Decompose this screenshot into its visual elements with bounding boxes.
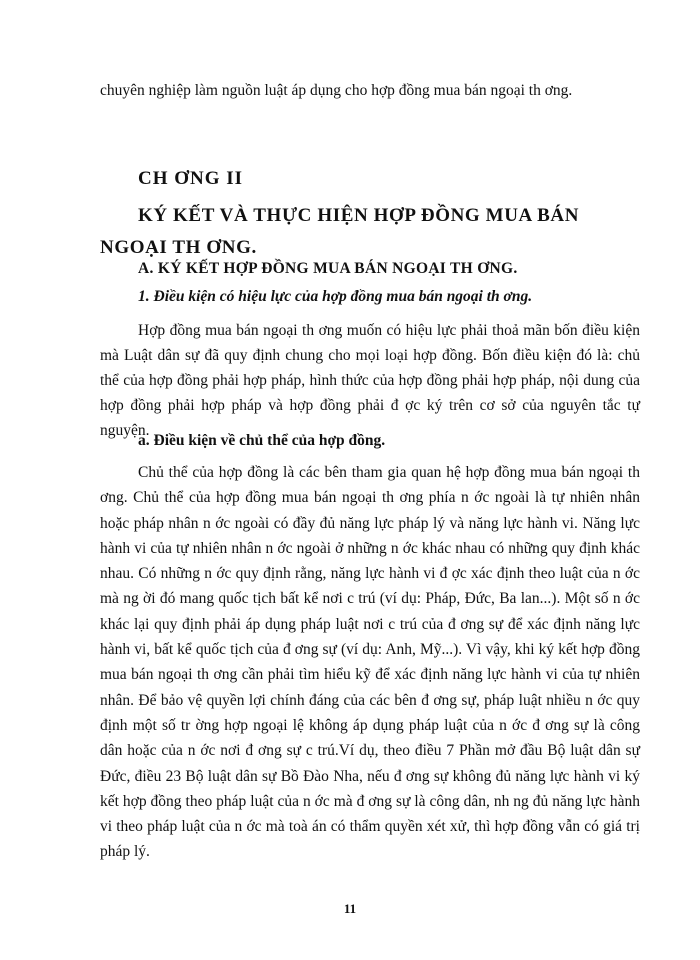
body-paragraph-1: Hợp đồng mua bán ngoại th ơng muốn có hiệu lực phải thoả mãn bốn điều kiện mà Luật dân sự đã quy định chung cho mọi loại hợp đồng. Bốn điều kiện đó là: chủ thể của hợp đồng phải hợp pháp, hình thức của hợp đồng phải hợp pháp, nội dung của hợp đồng phải hợp pháp và hợp đồng phải đ ợc ký trên cơ sở của nguyên tắc tự nguyện.: [100, 322, 640, 439]
page-number: 11: [343, 901, 357, 916]
subsection-1-heading: 1. Điều kiện có hiệu lực của hợp đồng mua bán ngoại th ơng.: [138, 288, 533, 305]
section-a-heading: A. KÝ KẾT HỢP ĐỒNG MUA BÁN NGOẠI TH ƠNG.: [138, 260, 518, 277]
chapter-number: CH ƠNG II: [138, 168, 244, 189]
intro-paragraph: chuyên nghiệp làm nguồn luật áp dụng cho hợp đồng mua bán ngoại th ơng.: [100, 82, 573, 99]
body-paragraph-2: Chủ thể của hợp đồng là các bên tham gia quan hệ hợp đồng mua bán ngoại th ơng. Chủ thể của hợp đồng mua bán ngoại th ơng phía n ớc ngoài là tự nhiên nhân hoặc pháp nhân n ớc ngoài có đầy đủ năng lực pháp lý và năng lực hành vi. Năng lực hành vi của tự nhiên nhân n ớc ngoài ở những n ớc khác nhau có những quy định khác nhau. Có những n ớc quy định rằng, năng lực hành vi đ ợc xác định theo luật của n ớc mà ng ời đó mang quốc tịch bất kể nơi c trú (ví dụ: Pháp, Đức, Ba lan...). Một số n ớc khác lại quy định phải áp dụng pháp luật nơi c trú của đ ơng sự để xác định năng lực hành vi, bất kể quốc tịch của đ ơng sự (ví dụ: Anh, Mỹ...). Vì vậy, khi ký kết hợp đồng mua bán ngoại th ơng cần phải tìm hiểu kỹ để xác định năng lực hành vi của tự nhiên nhân. Để bảo vệ quyền lợi chính đáng của các bên đ ơng sự, pháp luật nhiều n ớc quy định một số tr ờng hợp ngoại lệ không áp dụng pháp luật của n ớc đ ơng sự là công dân hoặc của n ớc nơi đ ơng sự c trú.Ví dụ, theo điều 7 Phần mở đầu Bộ luật dân sự Đức, điều 23 Bộ luật dân sự Bồ Đào Nha, nếu đ ơng sự không đủ năng lực hành vi ký kết hợp đồng theo pháp luật của n ớc mà đ ơng sự là công dân, nh ng đủ năng lực hành vi theo pháp luật của n ớc mà toà án có thẩm quyền xét xử, thì hợp đồng vẫn có giá trị pháp lý.: [100, 464, 640, 861]
subsection-a-heading: a. Điều kiện về chủ thể của hợp đồng.: [138, 432, 386, 449]
chapter-title: KÝ KẾT VÀ THỰC HIỆN HỢP ĐỒNG MUA BÁN NGOẠI TH ƠNG.: [100, 205, 580, 258]
